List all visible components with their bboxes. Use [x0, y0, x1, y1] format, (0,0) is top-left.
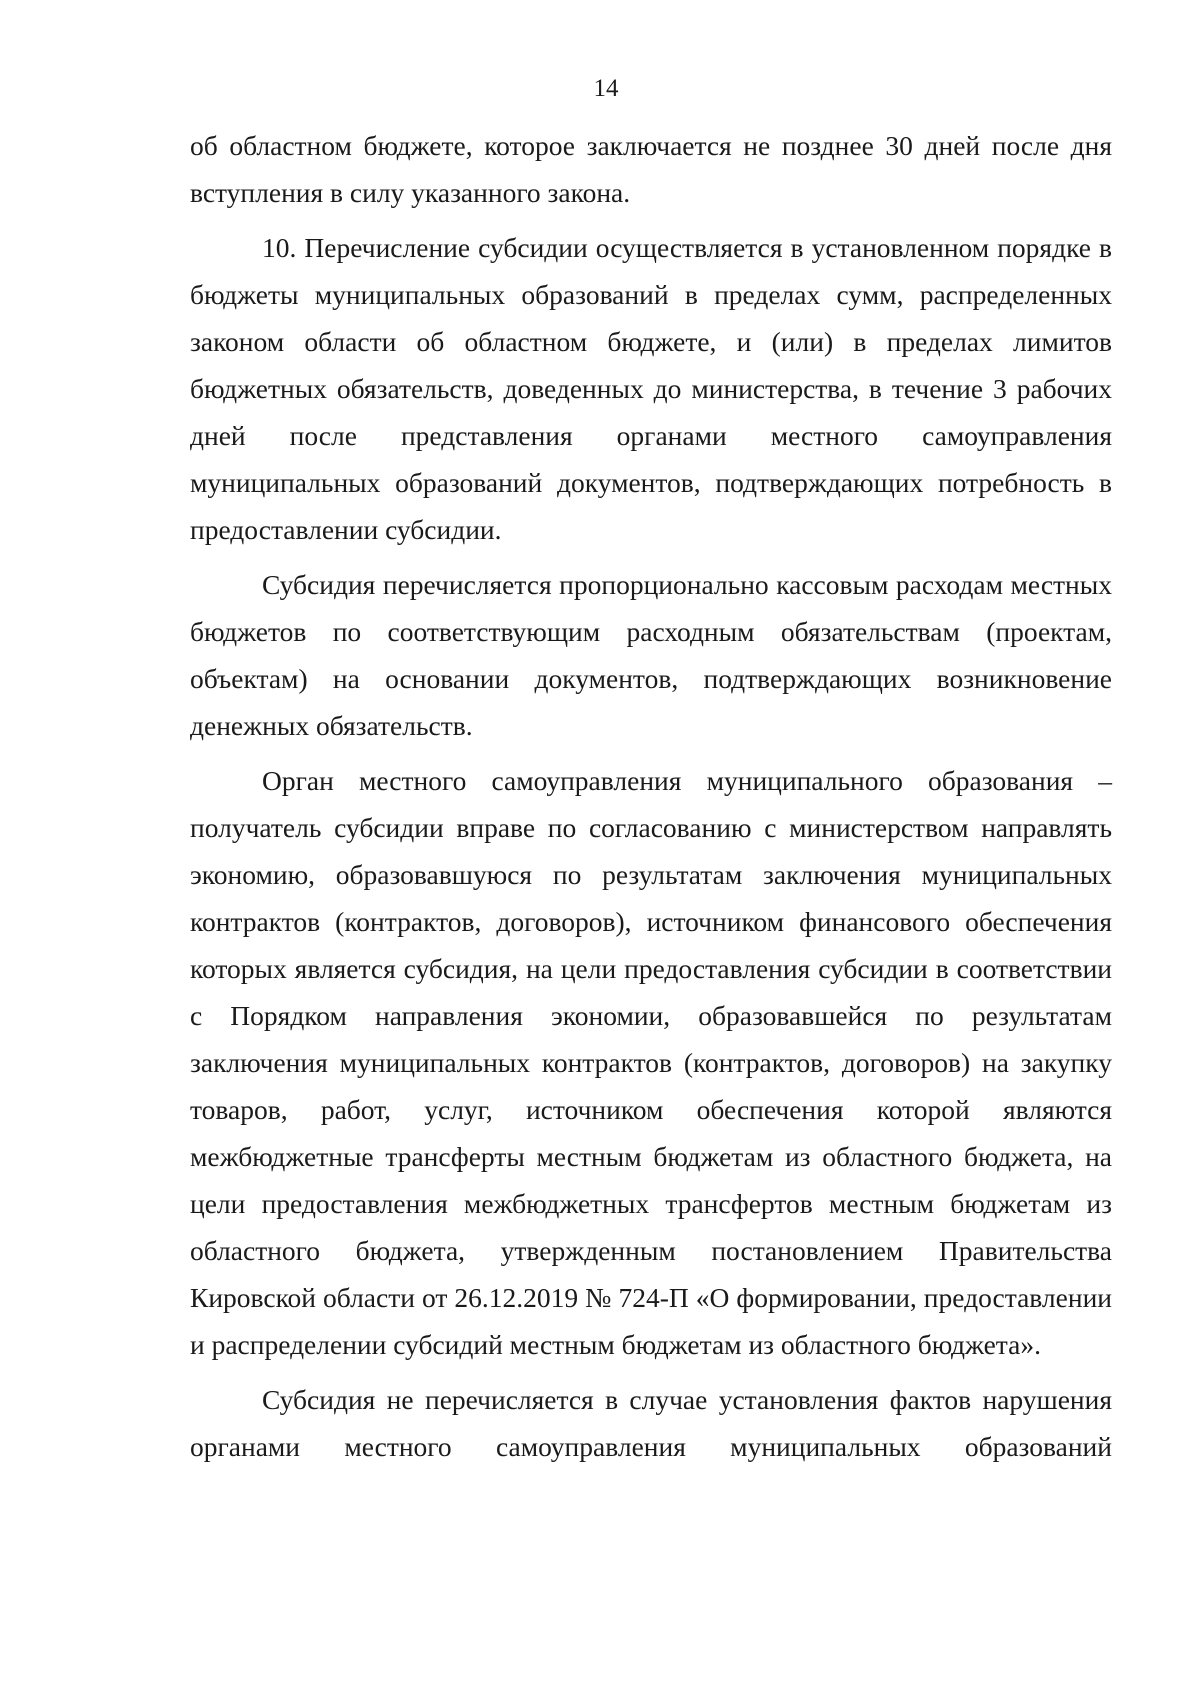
paragraph-subsidy-not-transferred: Субсидия не перечисляется в случае установления фактов нарушения органами местного самоуправления муниципальных образований [190, 1384, 1112, 1462]
paragraph-item-10: 10. Перечисление субсидии осуществляется в установленном порядке в бюджеты муниципальных образований в пределах сумм, распределенных законом области об областном бюджете, и (или) в пределах лимитов бюджетных обязательств, доведенных до министерства, в течение 3 рабочих дней после представления органами местного самоуправления муниципальных образований документов, подтверждающих потребность в предоставлении субсидии. [190, 232, 1112, 545]
paragraph-subsidy-transfer: Субсидия перечисляется пропорционально кассовым расходам местных бюджетов по соответствующим расходным обязательствам (проектам, объектам) на основании документов, подтверждающих возникновение денежных обязательств. [190, 569, 1112, 741]
paragraph-continuation: об областном бюджете, которое заключается не позднее 30 дней после дня вступления в силу указанного закона. [190, 130, 1112, 208]
paragraph-savings-direction: Орган местного самоуправления муниципального образования – получатель субсидии вправе по согласованию с министерством направлять экономию, образовавшуюся по результатам заключения муниципальных контрактов (контрактов, договоров), источником финансового обеспечения которых является субсидия, на цели предоставления субсидии в соответствии с Порядком направления экономии, образовавшейся по результатам заключения муниципальных контрактов (контрактов, договоров) на закупку товаров, работ, услуг, источником обеспечения которой являются межбюджетные трансферты местным бюджетам из областного бюджета, на цели предоставления межбюджетных трансфертов местным бюджетам из областного бюджета, утвержденным постановлением Правительства Кировской области от 26.12.2019 № 724-П «О формировании, предоставлении и распределении субсидий местным бюджетам из областного бюджета». [190, 765, 1112, 1360]
page-number: 14 [593, 75, 619, 102]
document-body [190, 122, 1112, 1470]
